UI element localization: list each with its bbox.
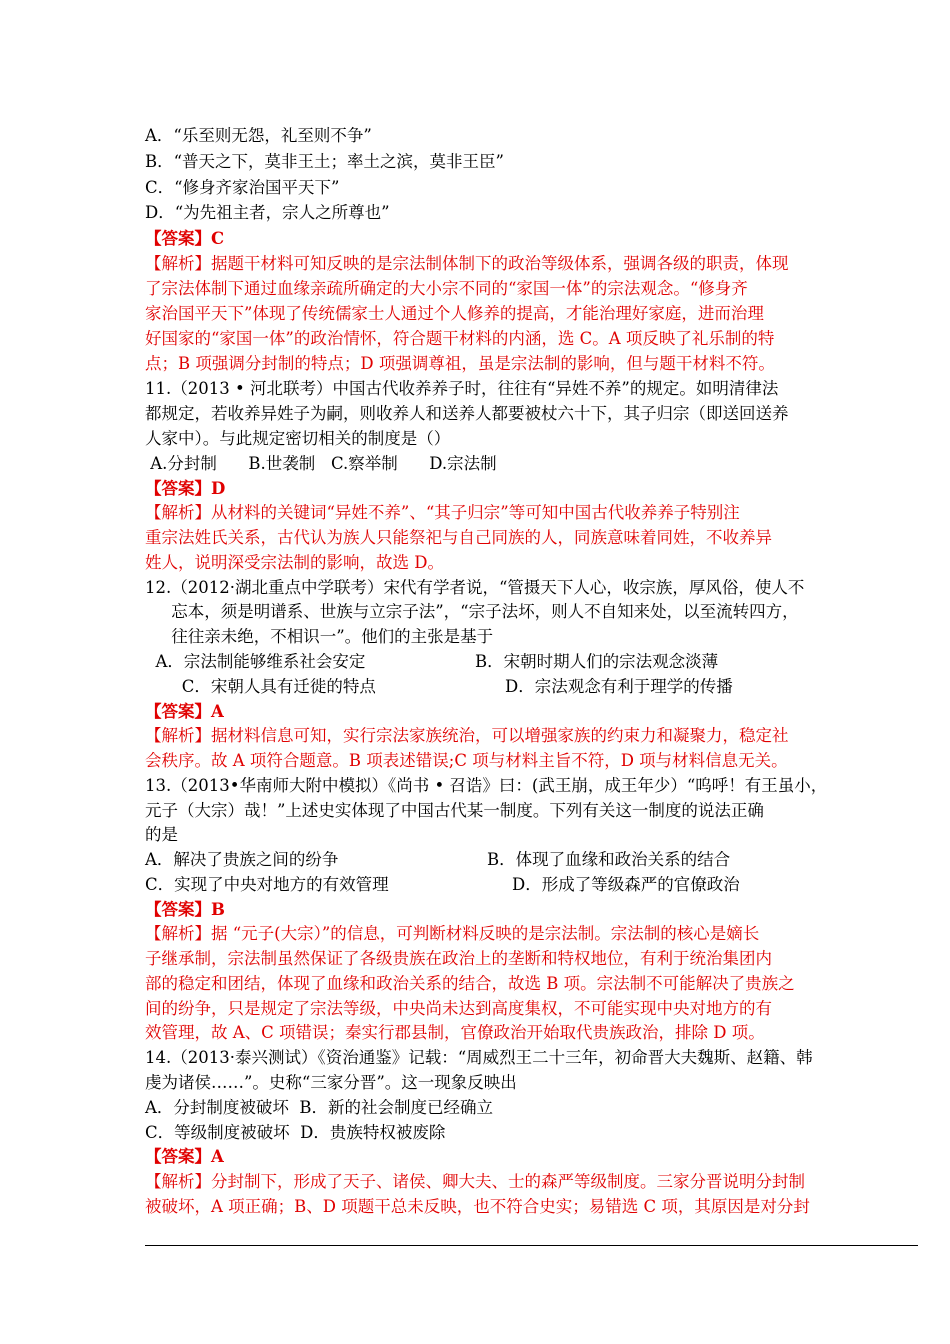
q10-answer: 【答案】C [145,229,225,248]
q12-answer: 【答案】A [145,702,224,721]
footer-divider [145,1245,918,1246]
q10-analysis-line: 家治国平天下”体现了传统儒家士人通过个人修养的提高，才能治理好家庭，进而治理 [145,304,764,323]
q13-stem-line: 元子（大宗）哉！”上述史实体现了中国古代某一制度。下列有关这一制度的说法正确 [145,801,764,820]
q10-analysis-line: 好国家的“家国一体”的政治情怀，符合题干材料的内涵，选 C。A 项反映了礼乐制的特 [145,329,775,348]
q12-option-c: C．宋朝人具有迁徙的特点 [145,677,376,696]
q12-option-a: A．宗法制能够维系社会安定 [145,652,366,671]
q10-option-d: D．“为先祖主者，宗人之所尊也” [145,203,390,222]
q14-analysis-line: 【解析】分封制下，形成了天子、诸侯、卿大夫、士的森严等级制度。三家分晋说明分封制 [145,1172,805,1191]
q10-analysis-line: 【解析】据题干材料可知反映的是宗法制体制下的政治等级体系，强调各级的职责，体现 [145,254,789,273]
q11-stem-line: 11.（2013 • 河北联考）中国古代收养养子时，往往有“异姓不养”的规定。如明清律法 [145,379,779,398]
q14-options-line: C．等级制度被破坏 D．贵族特权被废除 [145,1123,446,1142]
q11-stem-line: 都规定，若收养异姓子为嗣，则收养人和送养人都要被杖六十下，其子归宗（即送回送养 [145,404,789,423]
q14-options-line: A．分封制度被破坏 B．新的社会制度已经确立 [145,1098,494,1117]
q13-analysis-line: 间的纷争，只是规定了宗法等级，中央尚未达到高度集权，不可能实现中央对地方的有 [145,999,772,1018]
q12-analysis-line: 【解析】据材料信息可知，实行宗法家族统治，可以增强家族的约束力和凝聚力，稳定社 [145,726,789,745]
q12-stem-line: 往往亲未绝，不相识一”。他们的主张是基于 [145,627,494,646]
q10-option-a: A．“乐至则无怨，礼至则不争” [145,126,372,145]
q11-analysis-line: 重宗法姓氏关系，古代认为族人只能祭祀与自己同族的人，同族意味着同姓，不收养异 [145,528,772,547]
q11-analysis-line: 姓人，说明深受宗法制的影响，故选 D。 [145,553,444,572]
q13-analysis-line: 部的稳定和团结，体现了血缘和政治关系的结合，故选 B 项。宗法制不可能解决了贵族之 [145,974,795,993]
q13-stem-line: 13.（2013•华南师大附中模拟）《尚书 • 召诰》曰：(武王崩，成王年少）“呜呼！有王虽小， [145,776,828,795]
q12-analysis-line: 会秩序。故 A 项符合题意。B 项表述错误;C 项与材料主旨不符，D 项与材料信息无关。 [145,751,788,770]
q14-stem-line: 14.（2013·泰兴测试）《资治通鉴》记载：“周威烈王二十三年，初命晋大夫魏斯、赵籍、韩 [145,1048,813,1067]
q13-option-b: B．体现了血缘和政治关系的结合 [487,850,731,869]
q13-answer: 【答案】B [145,900,225,919]
q14-answer: 【答案】A [145,1147,224,1166]
q12-option-d: D．宗法观念有利于理学的传播 [505,677,733,696]
q10-option-b: B．“普天之下，莫非王土；率土之滨，莫非王臣” [145,152,504,171]
q13-analysis-line: 效管理，故 A、C 项错误；秦实行郡县制，官僚政治开始取代贵族政治，排除 D 项。 [145,1023,765,1042]
q14-analysis-line: 被破坏，A 项正确；B、D 项题干总未反映，也不符合史实；易错选 C 项，其原因是对分封 [145,1197,810,1216]
q12-stem-line: 忘本，须是明谱系、世族与立宗子法”，“宗子法坏，则人不自知来处，以至流转四方， [145,602,799,621]
q13-analysis-line: 【解析】据 “元子(大宗）”的信息，可判断材料反映的是宗法制。宗法制的核心是嫡长 [145,924,760,943]
q14-stem-line: 虔为诸侯……”。史称“三家分晋”。这一现象反映出 [145,1073,517,1092]
q11-options: A.分封制 B.世袭制 C.察举制 D.宗法制 [145,454,497,473]
q12-option-b: B．宋朝时期人们的宗法观念淡薄 [475,652,719,671]
q11-analysis-line: 【解析】从材料的关键词“异姓不养”、“其子归宗”等可知中国古代收养养子特别注 [145,503,740,522]
q13-analysis-line: 子继承制，宗法制虽然保证了各级贵族在政治上的垄断和特权地位，有利于统治集团内 [145,949,772,968]
q12-stem-line: 12.（2012·湖北重点中学联考）宋代有学者说，“管摄天下人心，收宗族，厚风俗，使人不 [145,578,805,597]
q10-analysis-line: 了宗法体制下通过血缘亲疏所确定的大小宗不同的“家国一体”的宗法观念。“修身齐 [145,279,748,298]
q11-stem-line: 人家中）。与此规定密切相关的制度是（） [145,429,451,448]
q10-analysis-line: 点；B 项强调分封制的特点；D 项强调尊祖，虽是宗法制的影响，但与题干材料不符。 [145,354,775,373]
q13-stem-line: 的是 [145,825,178,844]
q13-option-c: C．实现了中央对地方的有效管理 [145,875,389,894]
q13-option-d: D．形成了等级森严的官僚政治 [512,875,740,894]
q10-option-c: C．“修身齐家治国平天下” [145,178,340,197]
q13-option-a: A．解决了贵族之间的纷争 [145,850,339,869]
q11-answer: 【答案】D [145,479,226,498]
